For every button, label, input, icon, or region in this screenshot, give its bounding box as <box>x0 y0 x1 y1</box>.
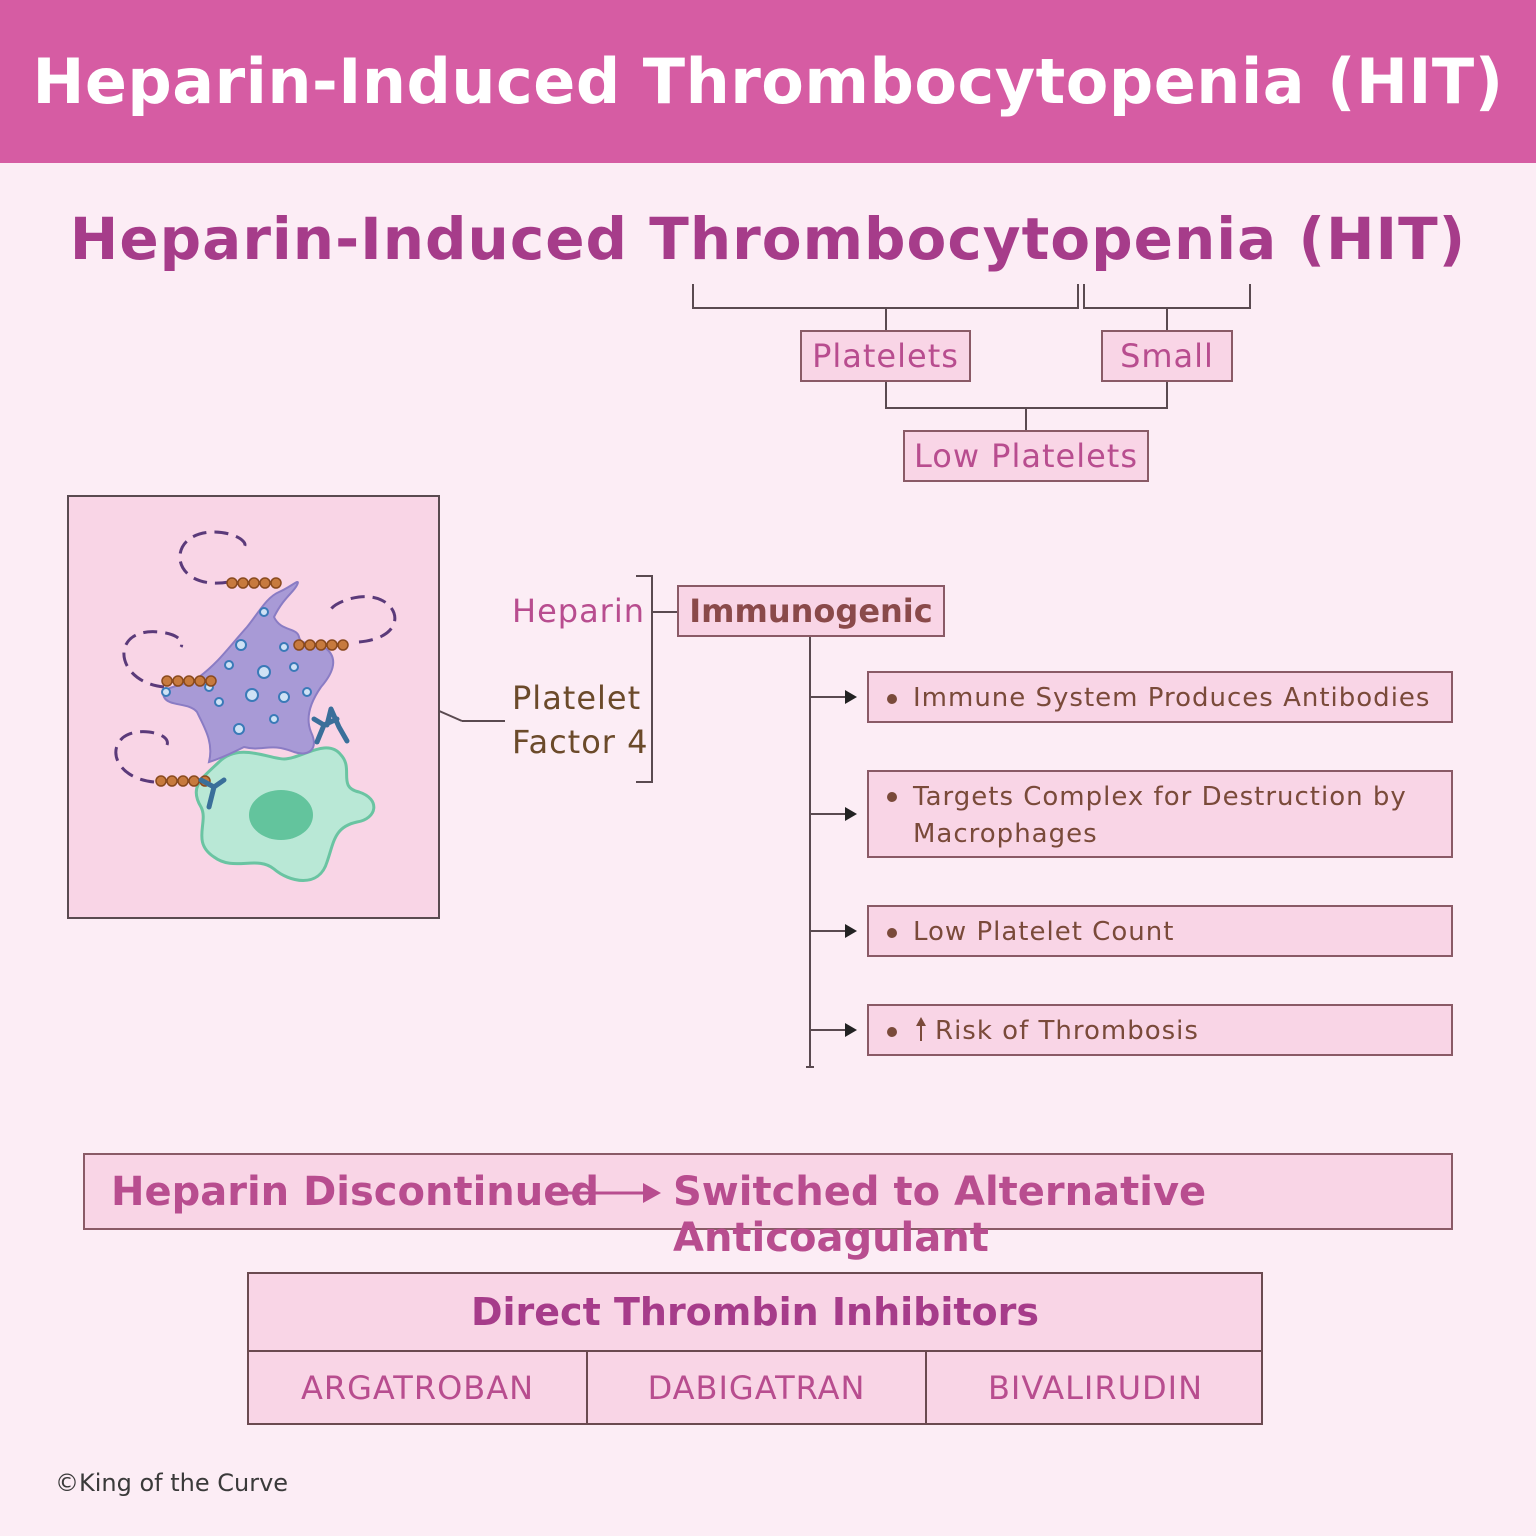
effect-text: Targets Complex for Destruction by <box>913 782 1407 812</box>
heparin-label: Heparin <box>512 592 645 630</box>
macrophage-nucleus <box>249 790 313 840</box>
illustration-panel <box>67 495 440 919</box>
up-arrow-icon <box>915 1017 927 1043</box>
low-platelets-label: Low Platelets <box>913 437 1138 475</box>
bullet-dot <box>887 1027 897 1037</box>
right-arrow-icon <box>557 1181 665 1205</box>
bullet-dot <box>887 792 897 802</box>
platelet-cell <box>163 582 333 762</box>
diagram-title: Heparin-Induced Thrombocytopenia (HIT) <box>69 205 1467 273</box>
effect-text-line2: Macrophages <box>913 819 1098 849</box>
pf4-label-line1: Platelet <box>512 679 642 717</box>
platelets-label: Platelets <box>812 337 959 375</box>
immunogenic-box <box>677 585 945 637</box>
effect-text: Immune System Produces Antibodies <box>913 683 1431 713</box>
pf4-label-line2: Factor 4 <box>512 723 649 761</box>
low-platelets-box <box>903 430 1149 482</box>
drug-cell-dabigatran: DABIGATRAN <box>588 1352 927 1423</box>
pf4-label <box>512 676 648 764</box>
effect-thrombosis <box>867 1004 1453 1056</box>
platelet-macrophage-illustration <box>69 497 438 917</box>
heparin-discontinued-label: Heparin Discontinued <box>111 1169 600 1215</box>
effect-antibodies <box>867 671 1453 723</box>
alternative-anticoagulant-label: Switched to Alternative Anticoagulant <box>673 1169 1207 1261</box>
small-label: Small <box>1120 337 1214 375</box>
immunogenic-label: Immunogenic <box>689 592 933 630</box>
header-title: Heparin-Induced Thrombocytopenia (HIT) <box>32 45 1504 118</box>
drug-cell-argatroban: ARGATROBAN <box>249 1352 588 1423</box>
dti-title: Direct Thrombin Inhibitors <box>249 1274 1261 1352</box>
effect-low-platelets <box>867 905 1453 957</box>
bullet-dot <box>887 694 897 704</box>
bullet-dot <box>887 928 897 938</box>
effect-text: Low Platelet Count <box>913 917 1175 947</box>
small-box <box>1101 330 1233 382</box>
effect-macrophages <box>867 770 1453 858</box>
platelets-box <box>800 330 971 382</box>
copyright-text: ©King of the Curve <box>55 1469 289 1497</box>
effect-text: Risk of Thrombosis <box>935 1016 1199 1046</box>
management-bar <box>83 1153 1453 1261</box>
drug-cell-bivalirudin: BIVALIRUDIN <box>987 1368 1204 1407</box>
dti-table <box>247 1272 1263 1425</box>
